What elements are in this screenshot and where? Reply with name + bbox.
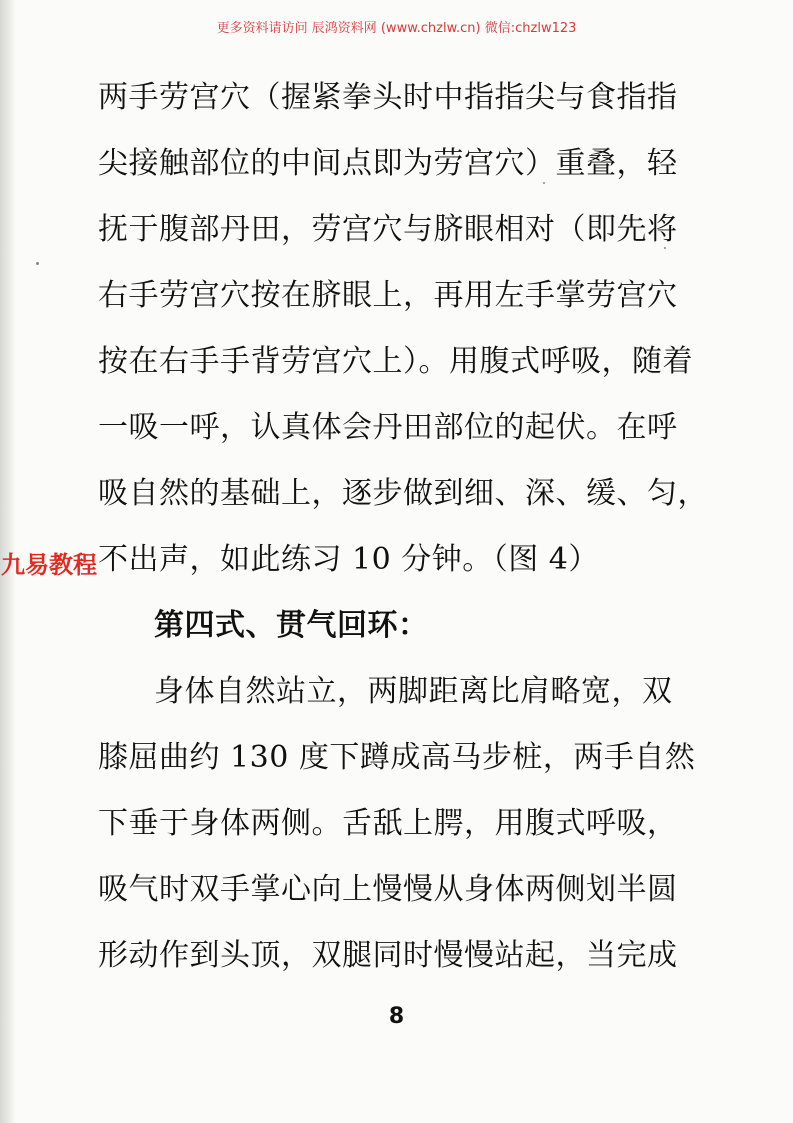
- body-line: 抚于腹部丹田，劳宫穴与脐眼相对（即先将: [98, 212, 678, 247]
- body-line: 不出声，如此练习 10 分钟。（图 4）: [98, 542, 599, 577]
- body-line: 按在右手手背劳宫穴上）。用腹式呼吸，随着: [98, 344, 693, 379]
- document-body: [98, 72, 708, 996]
- body-line: 一吸一呼，认真体会丹田部位的起伏。在呼: [98, 410, 678, 445]
- scan-speck: [543, 182, 545, 184]
- scan-speck: [36, 262, 39, 265]
- body-line: 下垂于身体两侧。舌舐上腭，用腹式呼吸，: [98, 806, 678, 841]
- body-line: 吸气时双手掌心向上慢慢从身体两侧划半圆: [98, 872, 678, 907]
- page-number: 8: [388, 1004, 405, 1029]
- body-line: 尖接触部位的中间点即为劳宫穴）重叠，轻: [98, 146, 678, 181]
- body-line: 膝屈曲约 130 度下蹲成高马步桩，两手自然: [98, 740, 696, 775]
- body-line: 右手劳宫穴按在脐眼上，再用左手掌劳宫穴: [98, 278, 678, 313]
- scan-speck: [664, 247, 666, 249]
- section-heading: 第四式、贯气回环：: [154, 608, 429, 643]
- body-line: 身体自然站立，两脚距离比肩略宽，双: [154, 674, 673, 709]
- source-header: 更多资料请访问 辰鸿资料网 (www.chzlw.cn) 微信:chzlw123: [216, 21, 577, 36]
- body-line: 吸自然的基础上，逐步做到细、深、缓、匀，: [98, 476, 708, 511]
- watermark-logo: 九易教程: [1, 551, 97, 579]
- body-line: 两手劳宫穴（握紧拳头时中指指尖与食指指: [98, 80, 678, 115]
- body-line: 形动作到头顶，双腿同时慢慢站起，当完成: [98, 938, 678, 973]
